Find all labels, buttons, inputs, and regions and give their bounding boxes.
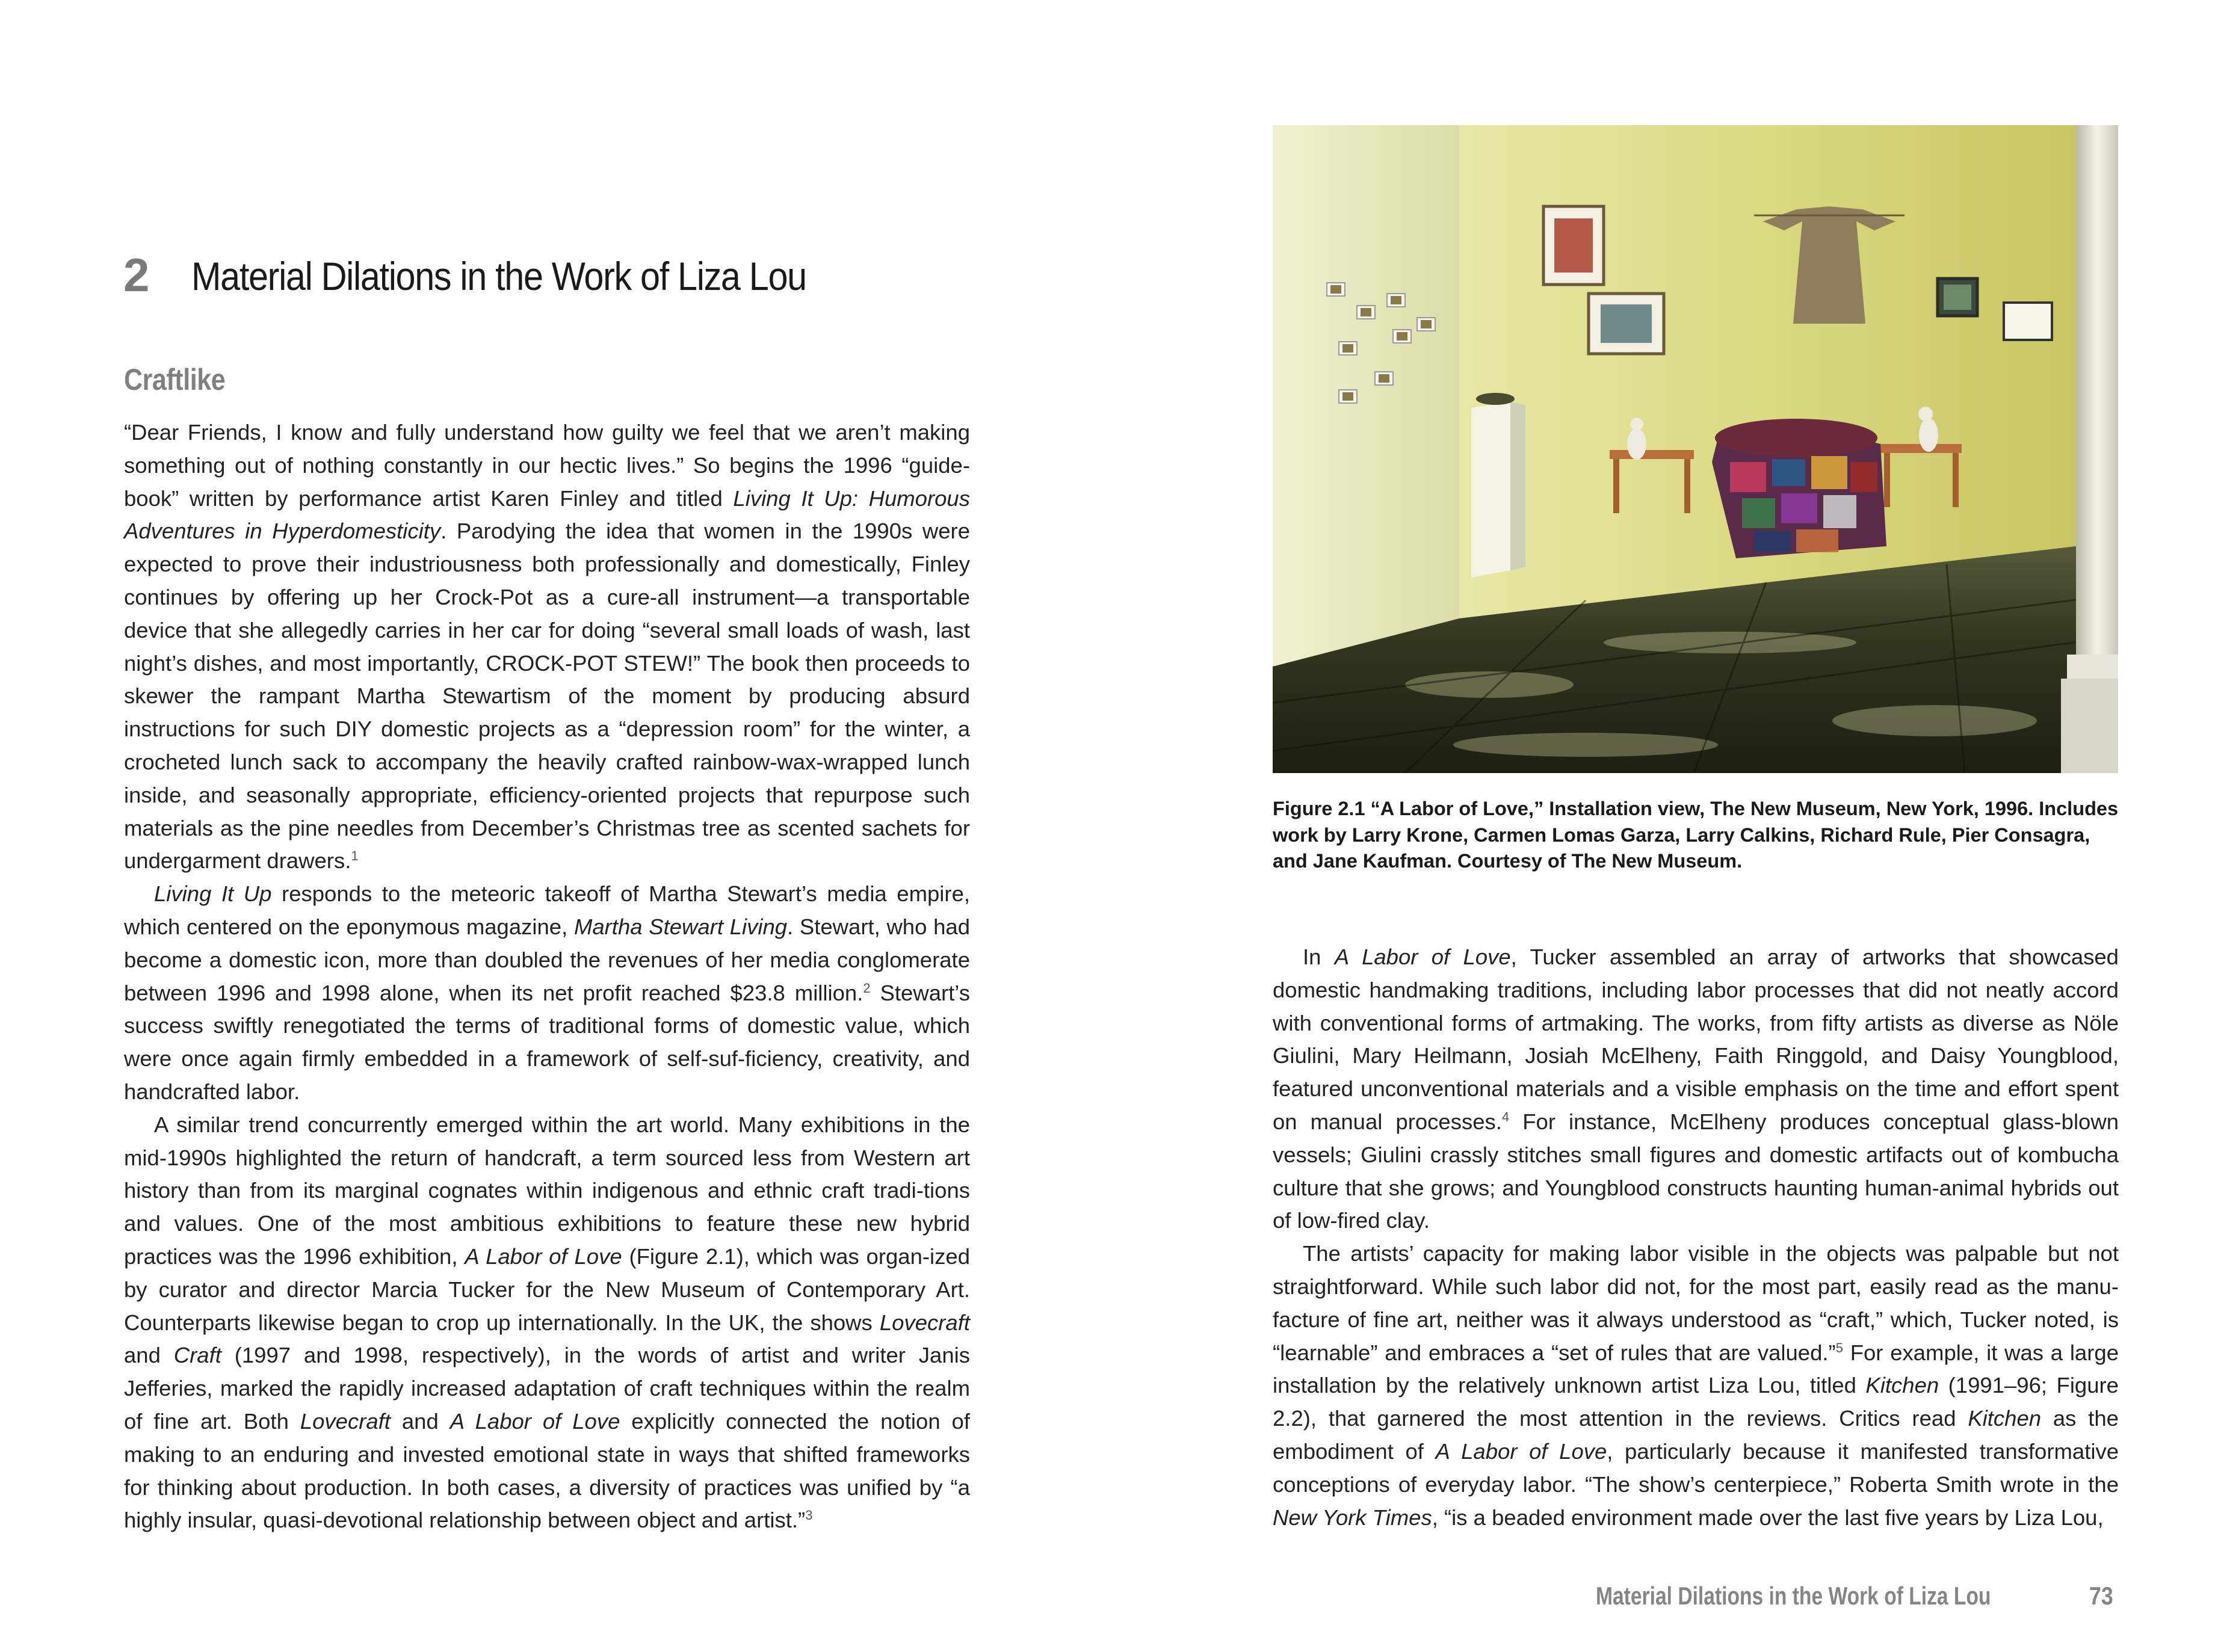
section-title: Craftlike <box>124 363 226 396</box>
paragraph <box>1273 1237 2119 1534</box>
footnote-ref[interactable]: 5 <box>1835 1340 1843 1355</box>
figure-caption: Figure 2.1 “A Labor of Love,” Installation view, The New Museum, New York, 1996. Includes work by Larry Krone, Carmen Lomas Garza, Larry Calkins, Richard Rule, Pier Consagra, and Jane Kaufman. Courtesy of The New Museum. <box>1273 798 2119 872</box>
footnote-ref[interactable]: 1 <box>351 848 359 864</box>
paragraph <box>1273 941 2119 1237</box>
text-run: (Figure 2.1), which was organ-ized by curator and director Marcia Tucker for the New Museum of Contemporary Art. Counterparts likewise began to crop up internationally. In the UK, the shows <box>124 1244 971 1335</box>
chapter-title: Material Dilations in the Work of Liza Lou <box>191 254 806 298</box>
exhibition-title: A Labor of Love <box>449 1408 620 1434</box>
text-run: , “is a beaded environment made over the last five years by Liza Lou, <box>1432 1505 2104 1530</box>
artwork-title: Kitchen <box>1865 1373 1939 1398</box>
exhibition-title: Lovecraft <box>879 1310 970 1335</box>
exhibition-title: A Labor of Love <box>1435 1438 1607 1464</box>
text-run: “Dear Friends, I know and fully understand how guilty we feel that we aren’t making something out of nothing constantly in our hectic lives.” So begins the 1996 “guide-book” written by performance artist Karen Finley and titled <box>124 420 970 511</box>
chapter-number: 2 <box>123 248 150 301</box>
artwork-title: Kitchen <box>1968 1406 2042 1431</box>
exhibition-title: A Labor of Love <box>465 1244 622 1269</box>
paragraph <box>124 878 970 1109</box>
paragraph <box>124 416 970 878</box>
footnote-ref[interactable]: 4 <box>1501 1109 1510 1124</box>
book-title: Living It Up <box>154 881 272 907</box>
page-number: 73 <box>2089 1582 2113 1610</box>
text-run: explicitly connected the notion of making to an enduring and invested emotional state in ways that shifted frameworks for thinking about production. In both cases, a diversity of practices was unified by “a highly insular, quasi-devotional relationship between object and artist.” <box>124 1408 970 1533</box>
installation-photo <box>1273 125 2118 773</box>
exhibition-title: Lovecraft <box>300 1408 391 1434</box>
text-run: and <box>124 1343 174 1368</box>
text-run: A similar trend concurrently emerged within the art world. Many exhibitions in the mid-1990s highlighted the return of handcraft, a term sourced less from Western art history than from its marginal cognates within indigenous and ethnic craft tradi-tions and values. One of the most ambitious exhibitions to feature these new hybrid practices was the 1996 exhibition, <box>124 1112 970 1269</box>
running-footer-title: Material Dilations in the Work of Liza Lou <box>1596 1582 1991 1610</box>
text-run: as the embodiment of <box>1273 1406 2119 1464</box>
text-run: (1991–96; Figure 2.2), that garnered the most attention in the reviews. Critics read <box>1273 1373 2119 1431</box>
text-run: For instance, McElheny produces conceptual glass-blown vessels; Giulini crassly stitches small figures and domestic artifacts out of kombucha culture that she grows; and Youngblood constructs haunting human-animal hybrids out of low-fired clay. <box>1273 1109 2119 1233</box>
text-run: and <box>390 1408 450 1434</box>
text-run: For example, it was a large installation by the relatively unknown artist Liza Lou, titled <box>1273 1340 2119 1398</box>
exhibition-title: A Labor of Love <box>1334 945 1511 969</box>
left-text-column <box>124 416 970 1537</box>
text-run: . Stewart, who had become a domestic icon, more than doubled the revenues of her media conglomerate between 1996 and 1998 alone, when its net profit reached $23.8 million. <box>124 914 970 1005</box>
book-title: Living It Up: Humorous Adventures in Hyperdomesticity <box>124 485 970 544</box>
right-text-column <box>1273 941 2119 1534</box>
text-run: (1997 and 1998, respectively), in the words of artist and writer Janis Jefferies, marked the rapidly increased adaptation of craft techniques within the realm of fine art. Both <box>124 1343 970 1434</box>
text-run: , particularly because it manifested transformative conceptions of everyday labor. “The show’s centerpiece,” Roberta Smith wrote in the <box>1273 1438 2119 1497</box>
paragraph <box>124 1109 970 1537</box>
footnote-ref[interactable]: 3 <box>805 1508 813 1523</box>
footnote-ref[interactable]: 2 <box>863 980 871 996</box>
exhibition-title: Craft <box>173 1343 221 1368</box>
newspaper-title: New York Times <box>1273 1505 1432 1530</box>
text-run: In <box>1303 945 1335 969</box>
text-run: Stewart’s success swiftly renegotiated the terms of traditional forms of domestic value, which were once again firmly embedded in a framework of self-suf-ficiency, creativity, and handcrafted labor. <box>124 980 970 1104</box>
text-run: . Parodying the idea that women in the 1990s were expected to prove their industriousness both professionally and domestically, Finley continues by offering up her Crock-Pot as a cure-all instrument—a transportable device that she allegedly carries in her car for doing “several small loads of wash, last night’s dishes, and most importantly, CROCK-POT STEW!” The book then proceeds to skewer the rampant Martha Stewartism of the moment by producing absurd instructions for such DIY domestic projects as a “depression room” for the winter, a crocheted lunch sack to accompany the heavily crafted rainbow-wax-wrapped lunch inside, and seasonally appropriate, efficiency-oriented projects that repurpose such materials as the pine needles from December’s Christmas tree as scented sachets for undergarment drawers. <box>124 519 970 874</box>
text-run: , Tucker assembled an array of artworks that showcased domestic handmaking traditions, including labor processes that did not neatly accord with conventional forms of artmaking. The works, from fifty artists as diverse as Nöle Giulini, Mary Heilmann, Josiah McElheny, Faith Ringgold, and Daisy Youngblood, featured unconventional materials and a visible emphasis on the time and effort spent on manual processes. <box>1273 945 2119 1134</box>
text-run: The artists’ capacity for making labor visible in the objects was palpable but not straightforward. While such labor did not, for the most part, easily read as the manu-facture of fine art, neither was it always understood as “craft,” which, Tucker noted, is “learnable” and embraces a “set of rules that are valued.” <box>1273 1241 2119 1365</box>
magazine-title: Martha Stewart Living <box>573 914 788 939</box>
text-run: responds to the meteoric takeoff of Martha Stewart’s media empire, which centered on the eponymous magazine, <box>124 881 971 939</box>
